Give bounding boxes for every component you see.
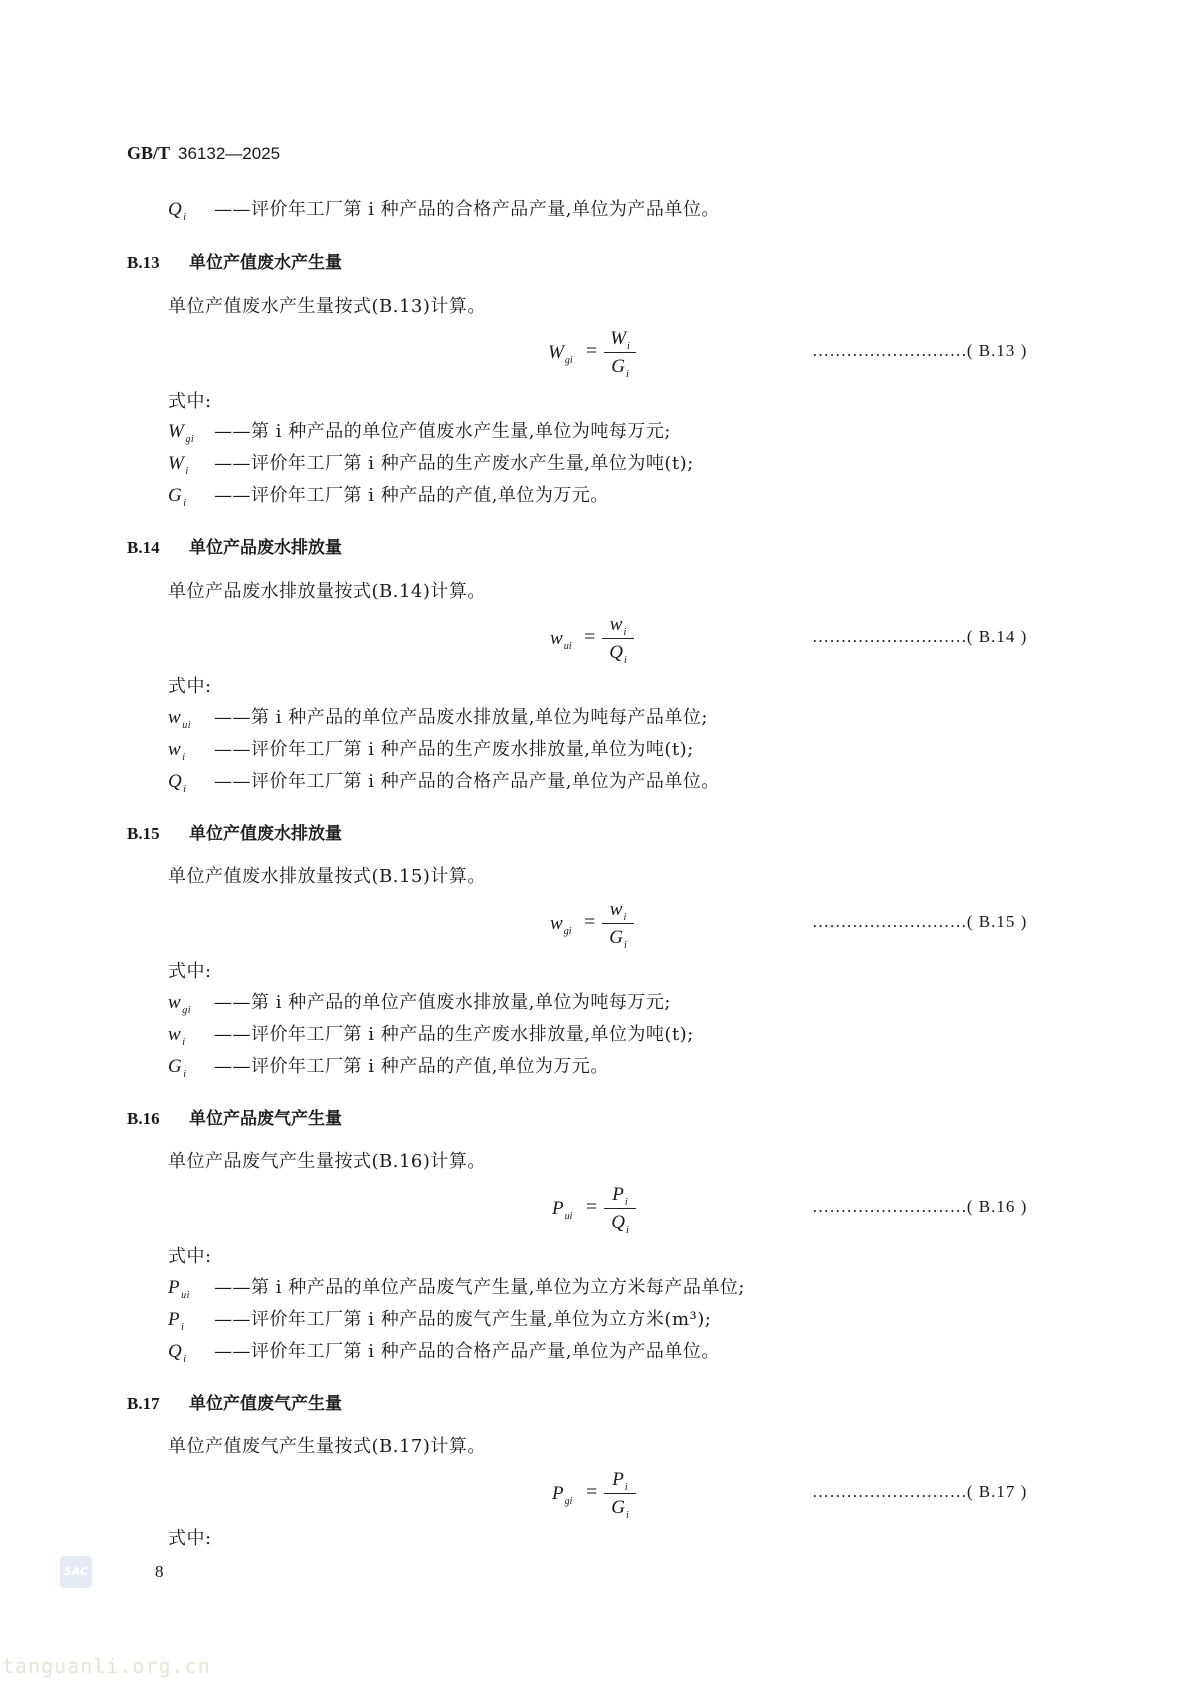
definition-symbol: w <box>168 992 182 1013</box>
definition-text: ——评价年工厂第 i 种产品的合格产品产量,单位为产品单位。 <box>214 771 720 792</box>
numerator-sub: i <box>624 1197 628 1208</box>
equation <box>550 897 670 953</box>
definition-symbol: W <box>168 421 185 442</box>
numerator-sub: i <box>623 627 627 638</box>
definition-text: ——评价年工厂第 i 种产品的生产废水产生量,单位为吨(t); <box>214 453 694 474</box>
equation-label: ( B.17 ) <box>966 1482 1028 1501</box>
equation <box>548 326 668 382</box>
definition-subscript: ui <box>182 720 191 731</box>
sac-logo: SAC <box>60 1556 92 1588</box>
definition-row <box>168 1308 711 1335</box>
equals-sign: = <box>586 1196 598 1218</box>
numerator: w <box>609 614 623 635</box>
fraction <box>604 326 636 381</box>
equation-lhs-sub: gi <box>564 355 573 366</box>
where-label: 式中: <box>168 676 212 697</box>
equation-number <box>812 1482 1027 1502</box>
numerator-sub: i <box>627 341 630 352</box>
leader-dots: ……………………… <box>812 1482 967 1501</box>
definition-symbol: G <box>168 485 183 506</box>
denominator-sub: i <box>623 655 627 666</box>
equation <box>552 1467 672 1523</box>
denominator-sub: i <box>623 940 627 951</box>
fraction <box>602 612 634 667</box>
definition-row <box>168 991 671 1018</box>
numerator-sub: i <box>623 912 627 923</box>
equation-number <box>812 627 1027 647</box>
definition-subscript: i <box>183 212 187 223</box>
equation <box>550 612 670 668</box>
definition-symbol: w <box>168 1024 182 1045</box>
definition-row <box>168 1055 609 1082</box>
equation-lhs: W <box>548 342 564 363</box>
definition-subscript: gi <box>182 1005 191 1016</box>
section-intro: 单位产品废气产生量按式(B.16)计算。 <box>168 1151 486 1172</box>
numerator: W <box>610 328 627 349</box>
equation-number <box>812 912 1027 932</box>
section-heading <box>127 533 342 558</box>
definition-subscript: gi <box>185 434 195 445</box>
definition-symbol: W <box>168 453 185 474</box>
section-intro: 单位产值废水排放量按式(B.15)计算。 <box>168 866 486 887</box>
definition-symbol: w <box>168 707 182 728</box>
definition-text: ——评价年工厂第 i 种产品的废气产生量,单位为立方米(m³); <box>214 1309 712 1330</box>
definition-row <box>168 1023 694 1050</box>
leader-dots: ……………………… <box>812 1197 967 1216</box>
section-title: 单位产品废气产生量 <box>189 1109 342 1129</box>
watermark: tanguanli.org.cn <box>2 1654 211 1678</box>
section-intro: 单位产品废水排放量按式(B.14)计算。 <box>168 581 486 602</box>
numerator: w <box>609 899 623 920</box>
definition-text: ——第 i 种产品的单位产值废水产生量,单位为吨每万元; <box>214 421 671 442</box>
equation <box>552 1182 672 1238</box>
denominator: G <box>609 927 623 948</box>
definition-subscript: ui <box>181 1290 190 1301</box>
numerator: P <box>612 1184 624 1205</box>
denominator: Q <box>609 642 623 663</box>
where-label: 式中: <box>168 1528 212 1549</box>
equation-lhs: w <box>550 628 563 649</box>
equals-sign: = <box>586 340 598 362</box>
definition-subscript: i <box>181 1322 185 1333</box>
lead-definition <box>168 198 720 225</box>
numerator: P <box>612 1469 624 1490</box>
equation-lhs-sub: ui <box>564 1211 573 1222</box>
standard-number: 36132—2025 <box>178 144 281 163</box>
definition-text: ——第 i 种产品的单位产品废水排放量,单位为吨每产品单位; <box>214 707 708 728</box>
definition-text: ——评价年工厂第 i 种产品的合格产品产量,单位为产品单位。 <box>214 199 720 220</box>
definition-subscript: i <box>182 1037 186 1048</box>
definition-symbol: Q <box>168 199 183 220</box>
equation-label: ( B.14 ) <box>966 627 1028 646</box>
section-title: 单位产值废水产生量 <box>189 253 342 273</box>
equals-sign: = <box>584 911 596 933</box>
section-heading <box>127 248 342 273</box>
definition-symbol: G <box>168 1056 183 1077</box>
equals-sign: = <box>586 1481 598 1503</box>
equation-lhs: P <box>552 1483 564 1504</box>
leader-dots: ……………………… <box>812 912 967 931</box>
definition-row <box>168 706 708 733</box>
definition-row <box>168 770 720 797</box>
definition-symbol: P <box>168 1277 181 1298</box>
fraction <box>602 897 634 952</box>
section-title: 单位产品废水排放量 <box>189 538 342 558</box>
equation-lhs: P <box>552 1198 564 1219</box>
definition-row <box>168 1340 720 1367</box>
section-number: B.17 <box>127 1394 160 1413</box>
definition-symbol: P <box>168 1309 181 1330</box>
equation-lhs-sub: gi <box>563 926 572 937</box>
section-number: B.16 <box>127 1109 160 1128</box>
definition-subscript: i <box>183 784 187 795</box>
equation-number <box>812 341 1027 361</box>
standard-header <box>127 143 280 164</box>
equation-lhs-sub: gi <box>564 1496 573 1507</box>
definition-text: ——评价年工厂第 i 种产品的产值,单位为万元。 <box>214 1056 609 1077</box>
denominator-sub: i <box>625 369 629 380</box>
equation-number <box>812 1197 1027 1217</box>
section-intro: 单位产值废水产生量按式(B.13)计算。 <box>168 296 486 317</box>
numerator-sub: i <box>624 1482 628 1493</box>
where-label: 式中: <box>168 961 212 982</box>
definition-row <box>168 484 609 511</box>
where-label: 式中: <box>168 391 212 412</box>
section-title: 单位产值废气产生量 <box>189 1394 342 1414</box>
definition-text: ——评价年工厂第 i 种产品的产值,单位为万元。 <box>214 485 609 506</box>
definition-row <box>168 452 694 479</box>
leader-dots: ……………………… <box>812 341 967 360</box>
equals-sign: = <box>584 626 596 648</box>
denominator-sub: i <box>625 1510 629 1521</box>
page-number: 8 <box>155 1562 164 1581</box>
section-heading <box>127 819 342 844</box>
denominator: Q <box>611 1212 625 1233</box>
section-intro: 单位产值废气产生量按式(B.17)计算。 <box>168 1436 486 1457</box>
standard-prefix: GB/T <box>127 143 171 163</box>
definition-text: ——第 i 种产品的单位产品废气产生量,单位为立方米每产品单位; <box>214 1277 745 1298</box>
denominator-sub: i <box>625 1225 629 1236</box>
leader-dots: ……………………… <box>812 627 967 646</box>
equation-lhs: w <box>550 913 563 934</box>
definition-text: ——评价年工厂第 i 种产品的生产废水排放量,单位为吨(t); <box>214 739 694 760</box>
equation-lhs-sub: ui <box>563 641 572 652</box>
denominator: G <box>611 1497 625 1518</box>
definition-subscript: i <box>183 498 187 509</box>
definition-text: ——评价年工厂第 i 种产品的生产废水排放量,单位为吨(t); <box>214 1024 694 1045</box>
definition-symbol: Q <box>168 1341 183 1362</box>
section-heading <box>127 1389 342 1414</box>
denominator: G <box>611 356 625 377</box>
definition-text: ——评价年工厂第 i 种产品的合格产品产量,单位为产品单位。 <box>214 1341 720 1362</box>
section-number: B.15 <box>127 824 160 843</box>
definition-row <box>168 420 671 447</box>
equation-label: ( B.16 ) <box>966 1197 1028 1216</box>
fraction <box>604 1467 636 1522</box>
fraction <box>604 1182 636 1237</box>
definition-subscript: i <box>182 752 186 763</box>
definition-subscript: i <box>183 1069 187 1080</box>
definition-subscript: i <box>185 466 189 477</box>
definition-symbol: w <box>168 739 182 760</box>
section-number: B.14 <box>127 538 160 557</box>
definition-row <box>168 738 694 765</box>
definition-subscript: i <box>183 1354 187 1365</box>
definition-row <box>168 1276 745 1303</box>
where-label: 式中: <box>168 1246 212 1267</box>
definition-symbol: Q <box>168 771 183 792</box>
section-number: B.13 <box>127 253 160 272</box>
section-title: 单位产值废水排放量 <box>189 824 342 844</box>
definition-text: ——第 i 种产品的单位产值废水排放量,单位为吨每万元; <box>214 992 671 1013</box>
section-heading <box>127 1104 342 1129</box>
equation-label: ( B.15 ) <box>966 912 1028 931</box>
equation-label: ( B.13 ) <box>966 341 1028 360</box>
